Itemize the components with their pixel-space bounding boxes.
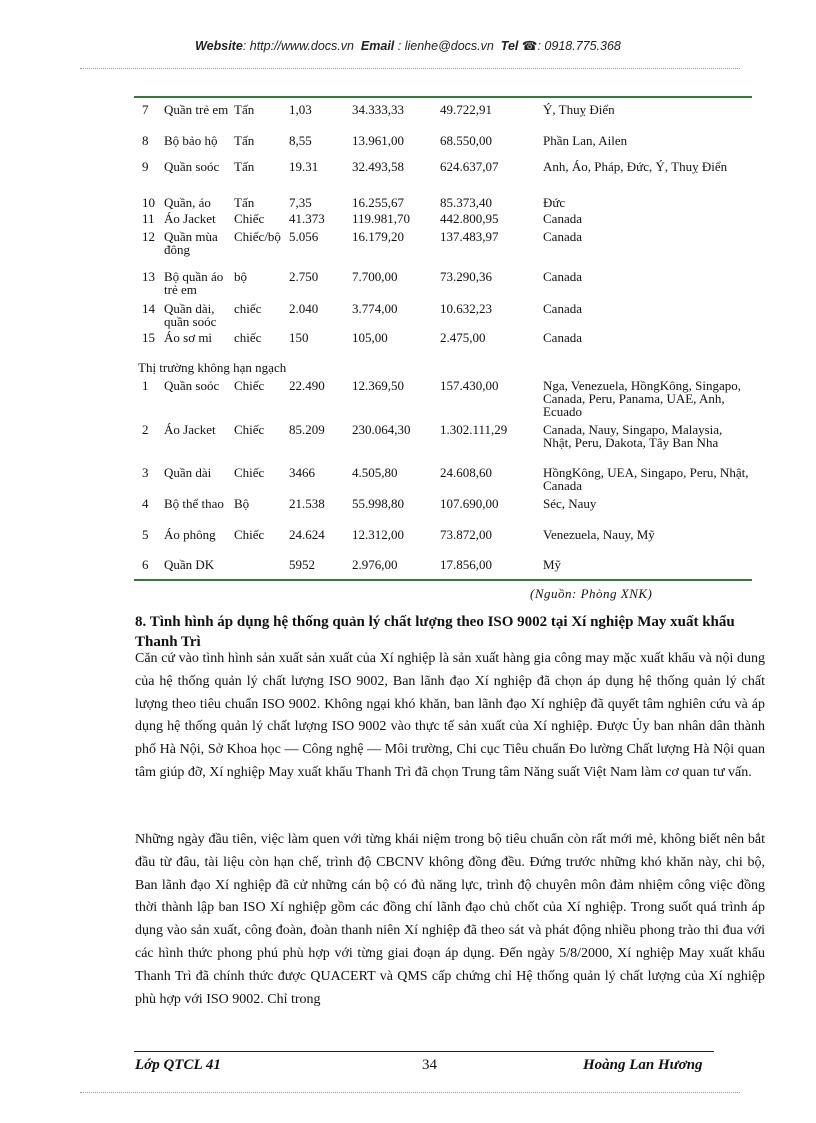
- table-cell-no: 10: [142, 195, 155, 210]
- table-cell-price: 2.976,00: [352, 557, 398, 572]
- table-cell-qty: 2.040: [289, 301, 319, 316]
- table-cell-market: Canada, Nauy, Singapo, Malaysia, Nhật, Peru, Dakota, Tây Ban Nha: [543, 422, 723, 450]
- tel-value: : 0918.775.368: [537, 39, 621, 53]
- table-cell-value: 49.722,91: [440, 102, 492, 117]
- source-note: (Nguồn: Phòng XNK): [530, 586, 653, 601]
- table-cell-product: Bộ thể thao: [164, 496, 224, 511]
- table-cell-unit: Tấn: [234, 102, 255, 117]
- table-cell-market: Séc, Nauy: [543, 496, 597, 511]
- table-cell-unit: chiếc: [234, 301, 262, 316]
- website-label: Website: [195, 39, 243, 53]
- table-cell-qty: 85.209: [289, 422, 325, 437]
- table-cell-no: 4: [142, 496, 149, 511]
- table-cell-unit: Chiếc: [234, 422, 265, 437]
- table-cell-value: 442.800,95: [440, 211, 499, 226]
- footer-author: Hoàng Lan Hương: [583, 1057, 703, 1073]
- table-cell-unit: Chiếc/bộ: [234, 229, 281, 244]
- table-cell-value: 157.430,00: [440, 378, 499, 393]
- table-cell-price: 12.312,00: [352, 527, 404, 542]
- table-cell-product: Quần mùa đông: [164, 229, 218, 257]
- table-cell-product: Quần, áo: [164, 195, 211, 210]
- table-cell-price: 7.700,00: [352, 269, 398, 284]
- paragraph-2: Những ngày đầu tiên, việc làm quen với từng khái niệm trong bộ tiêu chuẩn còn rất mới mẻ, không biết nên bắt đầu từ đâu, tài liệu còn hạn chế, trình độ CBCNV không đồng đều. Đứng trước những khó khăn này, chi bộ, Ban lãnh đạo Xí nghiệp đã cử những cán bộ có đủ năng lực, trình độ chuyên môn đảm nhiệm công việc đồng thời thành lập ban ISO Xí nghiệp gồm các đồng chí lãnh đạo chủ chốt của Xí nghiệp. Trong suốt quá trình áp dụng vào sản xuất, công đoàn, đoàn thanh niên Xí nghiệp đã theo sát và phát động nhiều phong trào thi đua với các hình thức phong phú phù hợp với từng giai đoạn áp dụng. Đến ngày 5/8/2000, Xí nghiệp May xuất khẩu Thanh Trì đã chính thức được QUACERT và QMS cấp chứng chỉ Hệ thống quản lý chất lượng của Xí nghiệp phù hợp với ISO 9002. Chỉ trong: [135, 832, 765, 1007]
- table-cell-price: 34.333,33: [352, 102, 404, 117]
- table-cell-product: Áo Jacket: [164, 422, 216, 437]
- email-value: : lienhe@docs.vn: [397, 39, 494, 53]
- table-cell-value: 85.373,40: [440, 195, 492, 210]
- table-cell-product: Quần trẻ em: [164, 102, 229, 117]
- table-bottom-rule: [134, 579, 752, 581]
- table-cell-qty: 2.750: [289, 269, 319, 284]
- table-cell-price: 13.961,00: [352, 133, 404, 148]
- table-cell-market: Canada: [543, 330, 582, 345]
- table-cell-qty: 5.056: [289, 229, 319, 244]
- phone-icon: ☎: [521, 39, 538, 53]
- table-cell-unit: chiếc: [234, 330, 262, 345]
- table-cell-qty: 3466: [289, 465, 315, 480]
- table-cell-price: 32.493,58: [352, 159, 404, 174]
- table-cell-product: Áo sơ mi: [164, 330, 213, 345]
- table-cell-value: 2.475,00: [440, 330, 486, 345]
- table-cell-unit: Tấn: [234, 133, 255, 148]
- table-cell-qty: 24.624: [289, 527, 325, 542]
- table-cell-market: Ý, Thuỵ Điển: [543, 102, 615, 117]
- page-number: 34: [422, 1057, 437, 1073]
- table-cell-market: Phần Lan, Ailen: [543, 133, 628, 148]
- table-cell-market: Canada: [543, 211, 582, 226]
- table-cell-market: HồngKông, UEA, Singapo, Peru, Nhật, Canada: [543, 465, 749, 493]
- footer-dotted-divider: [80, 1092, 740, 1093]
- header-divider: [80, 68, 740, 69]
- table-cell-value: 137.483,97: [440, 229, 499, 244]
- email-label: Email: [360, 39, 395, 53]
- table-cell-price: 3.774,00: [352, 301, 398, 316]
- table-cell-value: 107.690,00: [440, 496, 499, 511]
- table-cell-market: Venezuela, Nauy, Mỹ: [543, 527, 655, 542]
- table-cell-qty: 19.31: [289, 159, 319, 174]
- table-cell-product: Áo phông: [164, 527, 216, 542]
- table-cell-product: Quần soóc: [164, 378, 220, 393]
- table-cell-no: 7: [142, 102, 149, 117]
- table-cell-price: 4.505,80: [352, 465, 398, 480]
- table-cell-value: 24.608,60: [440, 465, 492, 480]
- table-section-label: Thị trường không hạn ngạch: [138, 360, 287, 375]
- table-cell-qty: 21.538: [289, 496, 325, 511]
- table-cell-qty: 7,35: [289, 195, 312, 210]
- table-cell-unit: Bộ: [234, 496, 250, 511]
- table-cell-market: Canada: [543, 229, 582, 244]
- table-cell-value: 73.872,00: [440, 527, 492, 542]
- table-cell-value: 10.632,23: [440, 301, 492, 316]
- table-cell-product: Quần dài, quần soóc: [164, 301, 217, 329]
- table-cell-market: Nga, Venezuela, HồngKông, Singapo, Canada, Peru, Panama, UAE, Anh, Ecuado: [543, 378, 741, 419]
- footer-class: Lớp QTCL 41: [135, 1057, 221, 1073]
- table-cell-price: 16.179,20: [352, 229, 404, 244]
- table-cell-market: Canada: [543, 269, 582, 284]
- table-cell-no: 12: [142, 229, 155, 244]
- table-cell-market: Canada: [543, 301, 582, 316]
- table-cell-value: 624.637,07: [440, 159, 499, 174]
- table-cell-no: 11: [142, 211, 155, 226]
- table-cell-product: Bộ bảo hộ: [164, 133, 218, 148]
- website-value: : http://www.docs.vn: [242, 39, 354, 53]
- table-cell-market: Anh, Áo, Pháp, Đức, Ý, Thuỵ Điển: [543, 159, 728, 174]
- table-cell-no: 6: [142, 557, 149, 572]
- table-cell-qty: 1,03: [289, 102, 312, 117]
- table-cell-market: Mỹ: [543, 557, 562, 572]
- table-cell-no: 3: [142, 465, 149, 480]
- table-cell-price: 105,00: [352, 330, 388, 345]
- table-cell-product: Quần soóc: [164, 159, 220, 174]
- table-cell-qty: 22.490: [289, 378, 325, 393]
- table-cell-unit: Chiếc: [234, 211, 265, 226]
- table-cell-price: 230.064,30: [352, 422, 411, 437]
- page-header: [0, 38, 816, 53]
- table-cell-product: Áo Jacket: [164, 211, 216, 226]
- table-cell-no: 13: [142, 269, 155, 284]
- table-cell-price: 12.369,50: [352, 378, 404, 393]
- table-cell-price: 55.998,80: [352, 496, 404, 511]
- table-cell-unit: Tấn: [234, 159, 255, 174]
- table-cell-qty: 41.373: [289, 211, 325, 226]
- table-cell-unit: Chiếc: [234, 527, 265, 542]
- table-cell-value: 68.550,00: [440, 133, 492, 148]
- table-cell-unit: Chiếc: [234, 465, 265, 480]
- table-cell-no: 2: [142, 422, 149, 437]
- table-top-rule: [134, 96, 752, 98]
- table-cell-no: 14: [142, 301, 155, 316]
- table-cell-qty: 5952: [289, 557, 315, 572]
- table-cell-unit: Chiếc: [234, 378, 265, 393]
- table-cell-no: 15: [142, 330, 155, 345]
- table-cell-price: 16.255,67: [352, 195, 404, 210]
- table-cell-value: 1.302.111,29: [440, 422, 508, 437]
- table-cell-price: 119.981,70: [352, 211, 411, 226]
- table-cell-no: 1: [142, 378, 149, 393]
- table-cell-unit: bộ: [234, 269, 247, 284]
- table-cell-unit: Tấn: [234, 195, 255, 210]
- table-cell-product: Quần dài: [164, 465, 212, 480]
- footer-divider: [134, 1051, 714, 1052]
- table-cell-product: Quần DK: [164, 557, 215, 572]
- table-cell-value: 73.290,36: [440, 269, 492, 284]
- table-cell-qty: 8,55: [289, 133, 312, 148]
- paragraph-1: Căn cứ vào tình hình sản xuất sản xuất của Xí nghiệp là sản xuất hàng gia công may mặc xuất khẩu và nội dung của hệ thống quản lý chất lượng ISO 9002, Ban lãnh đạo Xí nghiệp đã chọn áp dụng hệ thống quản lý chất lượng theo tiêu chuẩn ISO 9002. Không ngại khó khăn, ban lãnh đạo Xí nghiệp đã quyết tâm nghiên cứu và áp dụng hệ thống quản lý chất lượng ISO 9002 vào thực tế sản xuất của Xí nghiệp. Được Ủy ban nhân dân thành phố Hà Nội, Sở Khoa học — Công nghệ — Môi trường, Chi cục Tiêu chuẩn Đo lường Chất lượng Hà Nội quan tâm giúp đỡ, Xí nghiệp May xuất khẩu Thanh Trì đã chọn Trung tâm Năng suất Việt Nam làm cơ quan tư vấn.: [135, 651, 765, 780]
- section-heading: 8. Tình hình áp dụng hệ thống quản lý chất lượng theo ISO 9002 tại Xí nghiệp May xuất khẩu Thanh Trì: [135, 614, 735, 650]
- table-cell-no: 9: [142, 159, 149, 174]
- table-cell-qty: 150: [289, 330, 309, 345]
- table-cell-value: 17.856,00: [440, 557, 492, 572]
- table-cell-market: Đức: [543, 195, 566, 210]
- table-cell-product: Bộ quần áo trẻ em: [164, 269, 224, 297]
- tel-label: Tel: [500, 39, 519, 53]
- table-cell-no: 8: [142, 133, 149, 148]
- table-cell-no: 5: [142, 527, 149, 542]
